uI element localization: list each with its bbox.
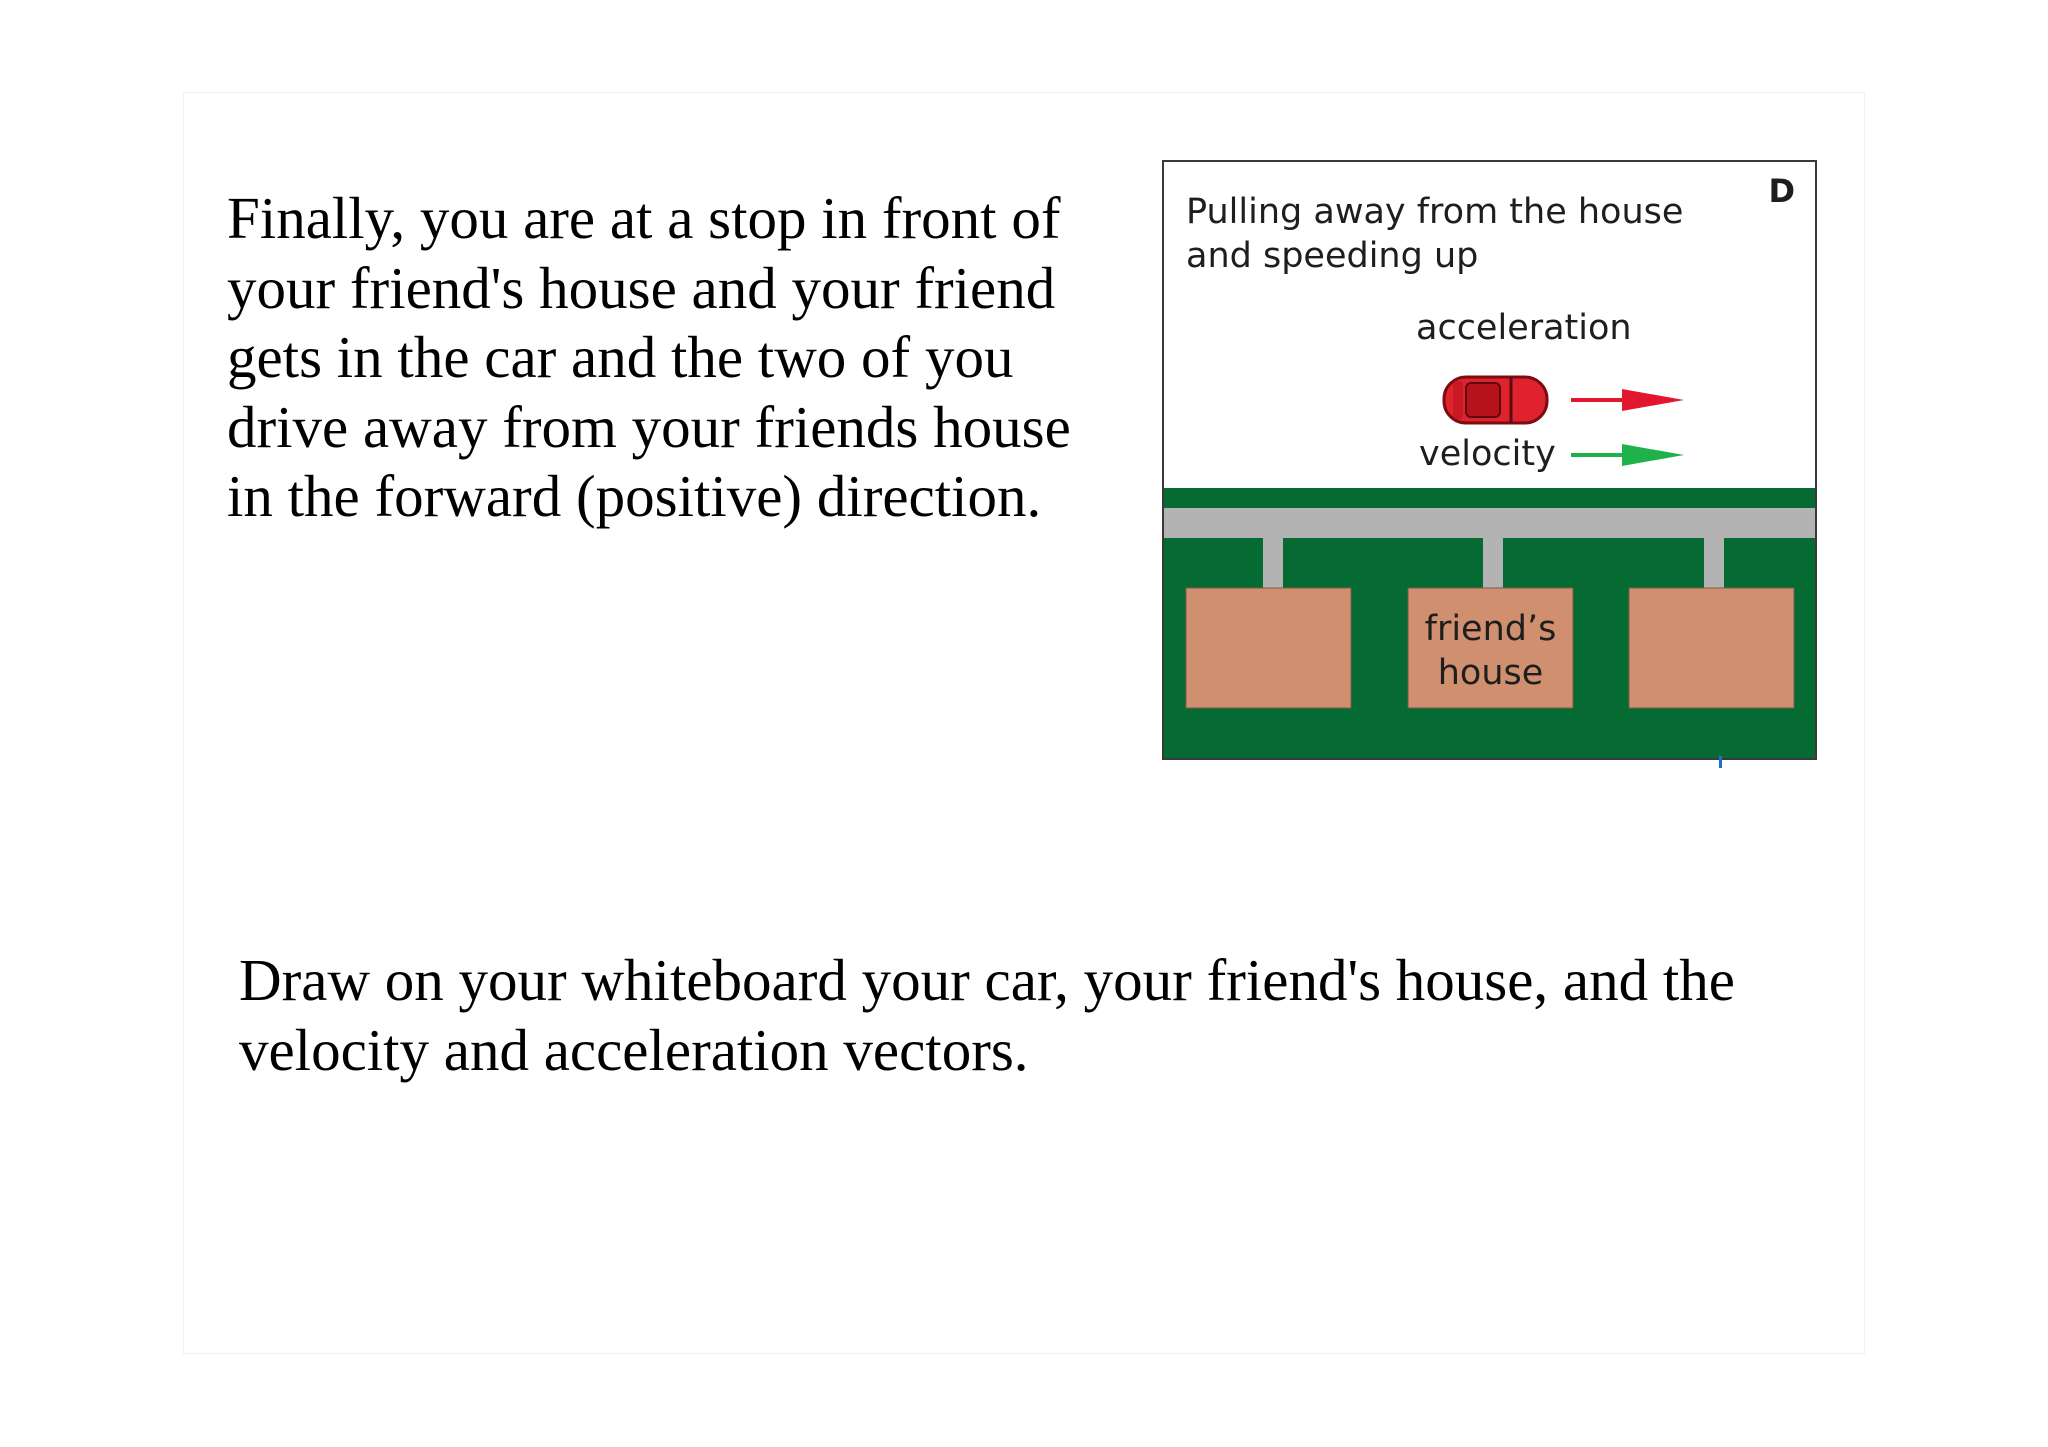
figure-letter: D	[1768, 172, 1795, 210]
velocity-arrow	[1571, 444, 1684, 466]
figure-caption	[1186, 190, 1683, 278]
acceleration-arrow	[1571, 389, 1684, 411]
intro-line: your friend's house and your friend	[227, 254, 1056, 321]
intro-line: Finally, you are at a stop in front of	[227, 185, 1061, 251]
task-line: Draw on your whiteboard your car, your friend's house, and the	[239, 947, 1735, 1013]
caption-line: Pulling away from the house	[1186, 192, 1684, 232]
car-icon	[1444, 377, 1547, 423]
intro-line: gets in the car and the two of you	[227, 324, 1014, 390]
task-paragraph	[239, 946, 1789, 1085]
road	[1164, 508, 1817, 538]
house-label-line: friend’s	[1424, 609, 1557, 649]
intro-line: in the forward (positive) direction.	[227, 463, 1042, 529]
intro-line: drive away from your friends house	[227, 393, 1071, 460]
acceleration-label: acceleration	[1416, 308, 1632, 348]
intro-paragraph	[227, 184, 1107, 532]
driveway-right	[1704, 538, 1724, 588]
driveway-center	[1483, 538, 1503, 588]
task-line: velocity and acceleration vectors.	[239, 1016, 1029, 1083]
driveway-left	[1263, 538, 1283, 588]
car-diagram-figure	[1162, 160, 1817, 760]
velocity-label: velocity	[1419, 434, 1556, 474]
friends-house-label	[1408, 607, 1573, 695]
house-label-line: house	[1437, 653, 1544, 693]
house-left	[1186, 588, 1351, 708]
house-right	[1629, 588, 1794, 708]
caption-line: and speeding up	[1186, 236, 1479, 276]
stray-tick-mark	[1719, 756, 1722, 768]
